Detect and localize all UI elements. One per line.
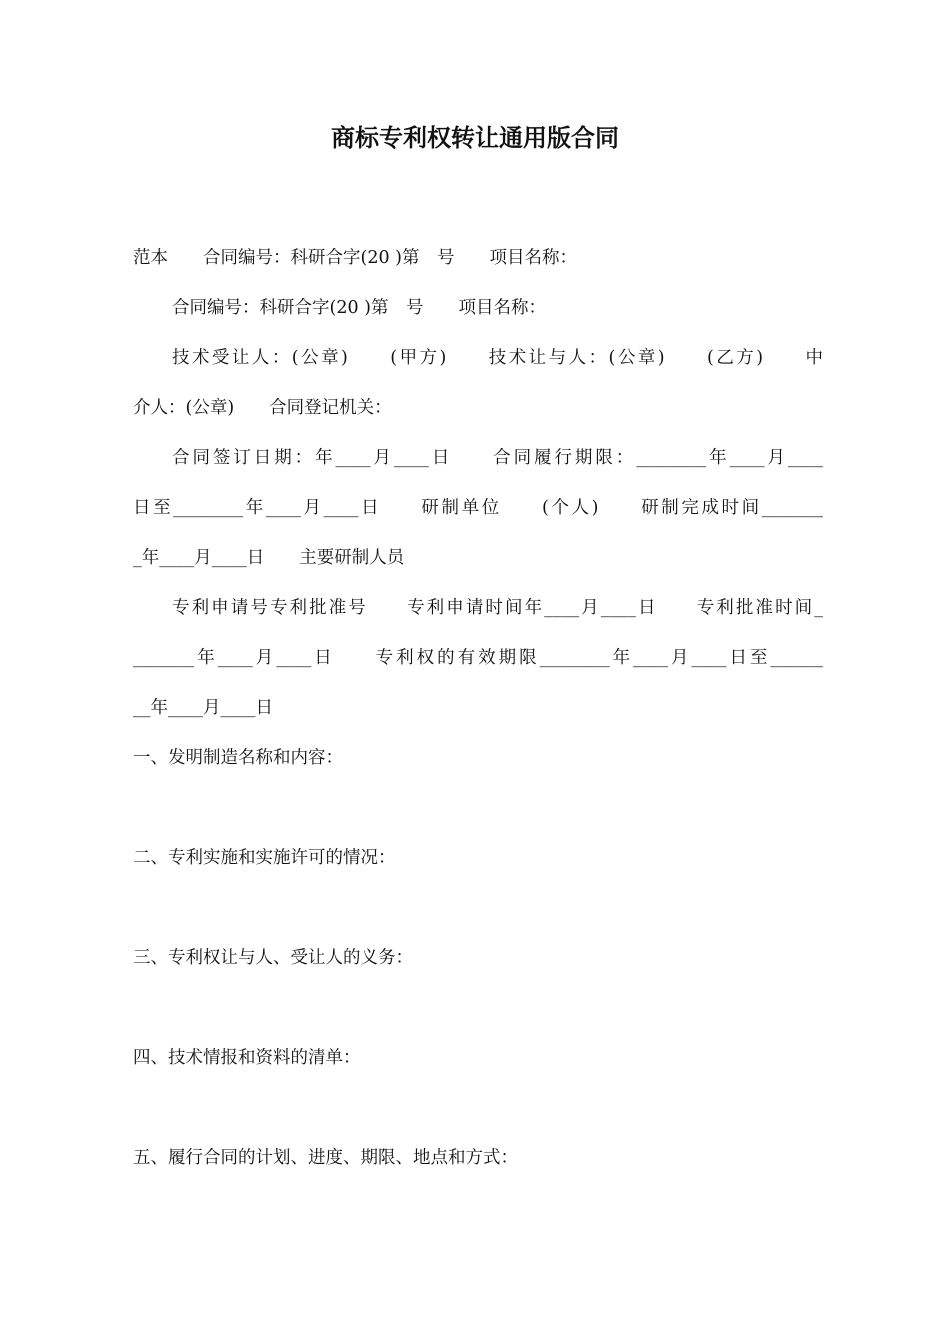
researchers-line: _年____月____日 主要研制人员: [133, 548, 405, 568]
signing-date-line: 合同签订日期：年____月____日 合同履行期限：________年____月____: [172, 448, 823, 468]
section-heading-2: 二、专利实施和实施许可的情况：: [133, 848, 396, 868]
parties-line: 技术受让人：(公章) (甲方) 技术让与人：(公章) (乙方) 中: [172, 348, 823, 368]
term-line: 日至________年____月____日 研制单位 (个人) 研制完成时间_______: [133, 498, 823, 518]
section-heading-4: 四、技术情报和资料的清单：: [133, 1048, 361, 1068]
section-heading-3: 三、专利权让与人、受让人的义务：: [133, 948, 413, 968]
patent-validity-line: _______年____月____日 专利权的有效期限________年____月____日至______: [133, 648, 823, 668]
contract-number-line: 合同编号：科研合字(20 )第 号 项目名称：: [172, 298, 546, 318]
section-heading-5: 五、履行合同的计划、进度、期限、地点和方式：: [133, 1148, 518, 1168]
section-heading-1: 一、发明制造名称和内容：: [133, 748, 343, 768]
parties-line-cont: 介人：(公章) 合同登记机关：: [133, 398, 392, 418]
header-line: 范本 合同编号：科研合字(20 )第 号 项目名称：: [133, 248, 577, 268]
document-title: 商标专利权转让通用版合同: [331, 124, 619, 152]
patent-number-line: 专利申请号专利批准号 专利申请时间年____月____日 专利批准时间_: [172, 598, 823, 618]
patent-validity-line-cont: __年____月____日: [133, 698, 273, 718]
